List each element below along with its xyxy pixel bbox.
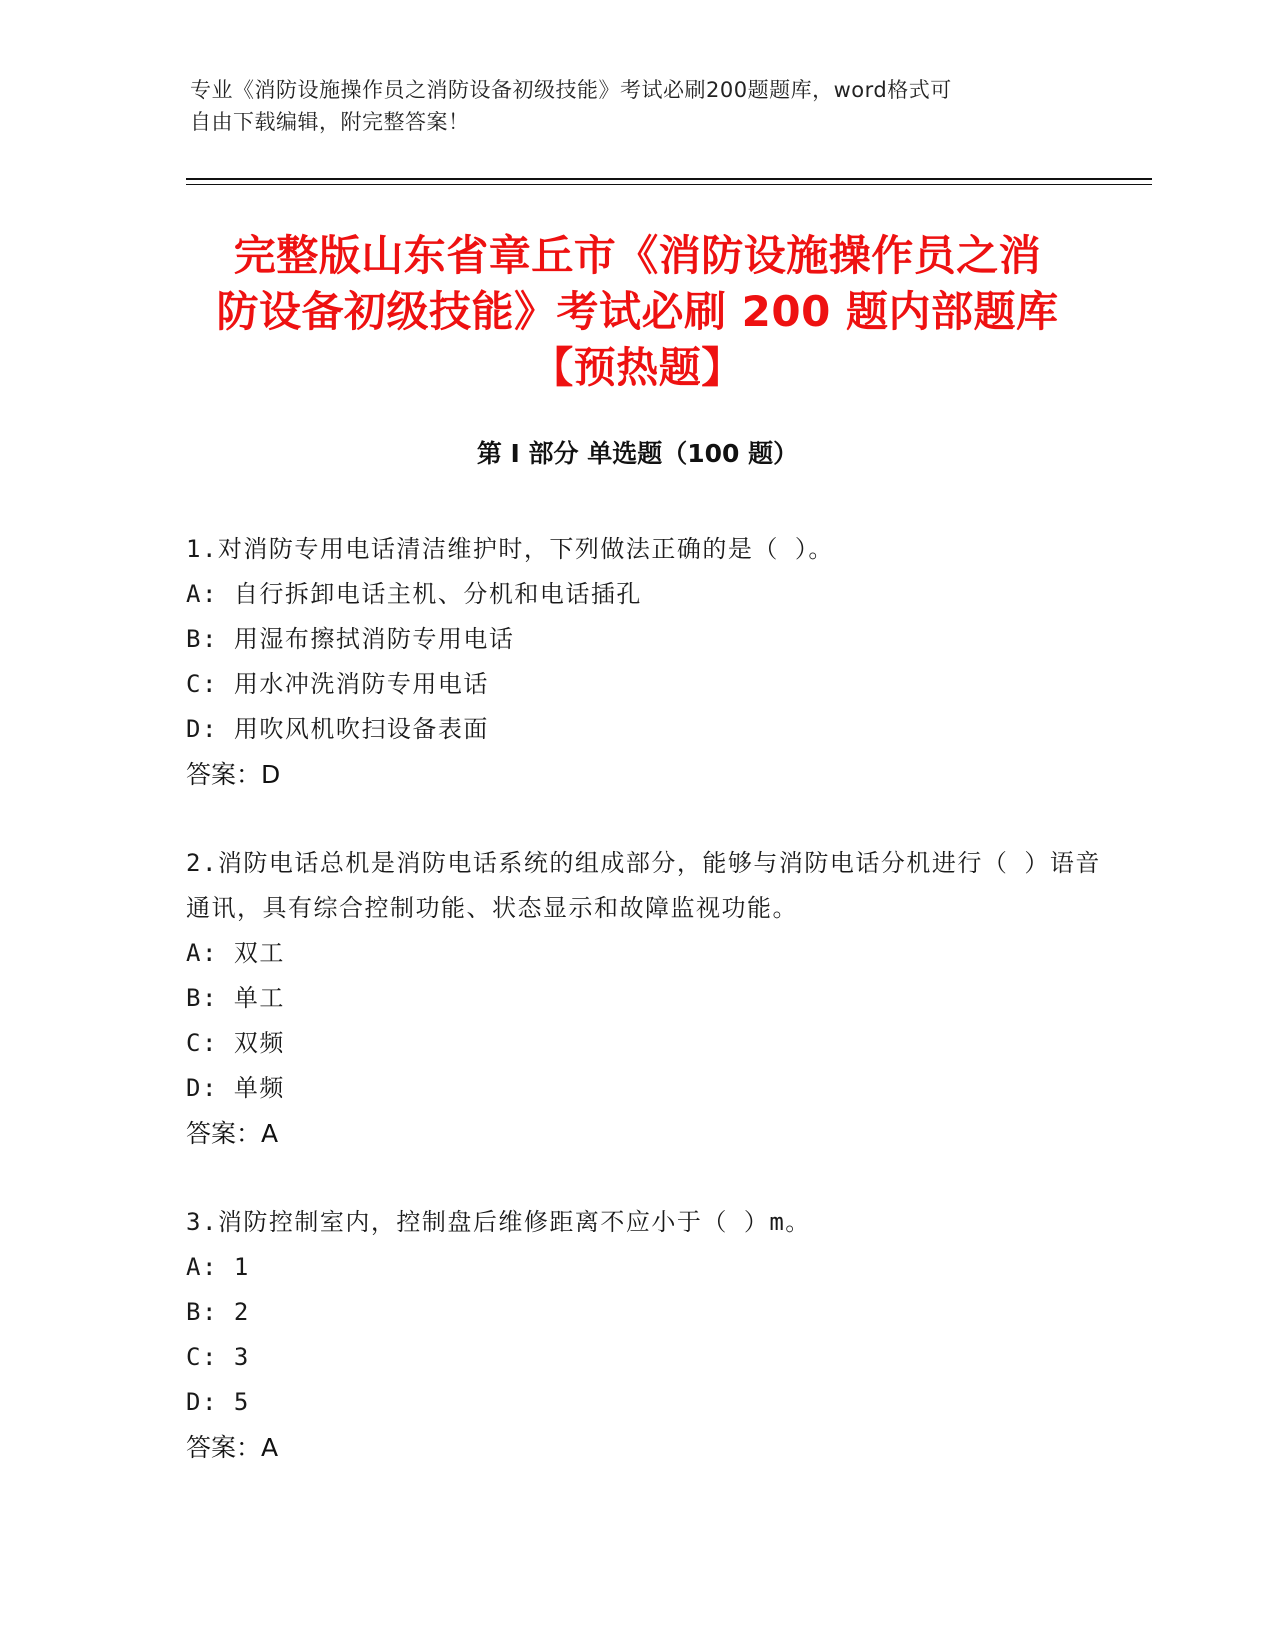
option-d: D: 5	[186, 1388, 250, 1416]
header-note-line: 自由下载编辑，附完整答案！	[190, 110, 470, 134]
option-c: C: 双频	[186, 1029, 285, 1057]
header-note	[190, 74, 1090, 138]
option-a: A: 双工	[186, 939, 285, 967]
answer-label: 答案：A	[186, 1433, 279, 1462]
document-title	[150, 228, 1125, 396]
option-c: C: 用水冲洗消防专用电话	[186, 670, 489, 698]
question-list	[186, 527, 1106, 1514]
question-stem: 1.对消防专用电话清洁维护时，下列做法正确的是（ ）。	[186, 535, 834, 563]
option-b: B: 2	[186, 1298, 250, 1326]
header-divider	[186, 178, 1152, 180]
question-item	[186, 1200, 1106, 1470]
option-b: B: 用湿布擦拭消防专用电话	[186, 625, 515, 653]
option-d: D: 用吹风机吹扫设备表面	[186, 715, 489, 743]
answer-label: 答案：A	[186, 1119, 279, 1148]
question-stem: 2.消防电话总机是消防电话系统的组成部分，能够与消防电话分机进行（ ）语音通讯，具有综合控制功能、状态显示和故障监视功能。	[186, 849, 1101, 922]
question-item	[186, 527, 1106, 797]
header-divider-thin	[186, 184, 1152, 185]
option-c: C: 3	[186, 1343, 250, 1371]
title-line: 防设备初级技能》考试必刷 200 题内部题库	[216, 287, 1059, 336]
title-line: 完整版山东省章丘市《消防设施操作员之消	[233, 231, 1042, 280]
section-heading: 第 I 部分 单选题（100 题）	[476, 439, 799, 468]
title-line: 【预热题】	[531, 343, 744, 392]
option-d: D: 单频	[186, 1074, 285, 1102]
option-a: A: 自行拆卸电话主机、分机和电话插孔	[186, 580, 642, 608]
option-b: B: 单工	[186, 984, 285, 1012]
option-a: A: 1	[186, 1253, 250, 1281]
answer-label: 答案：D	[186, 760, 281, 789]
header-note-line: 专业《消防设施操作员之消防设备初级技能》考试必刷200题题库，word格式可	[190, 78, 952, 102]
question-item	[186, 841, 1106, 1156]
question-stem: 3.消防控制室内，控制盘后维修距离不应小于（ ）m。	[186, 1208, 811, 1236]
